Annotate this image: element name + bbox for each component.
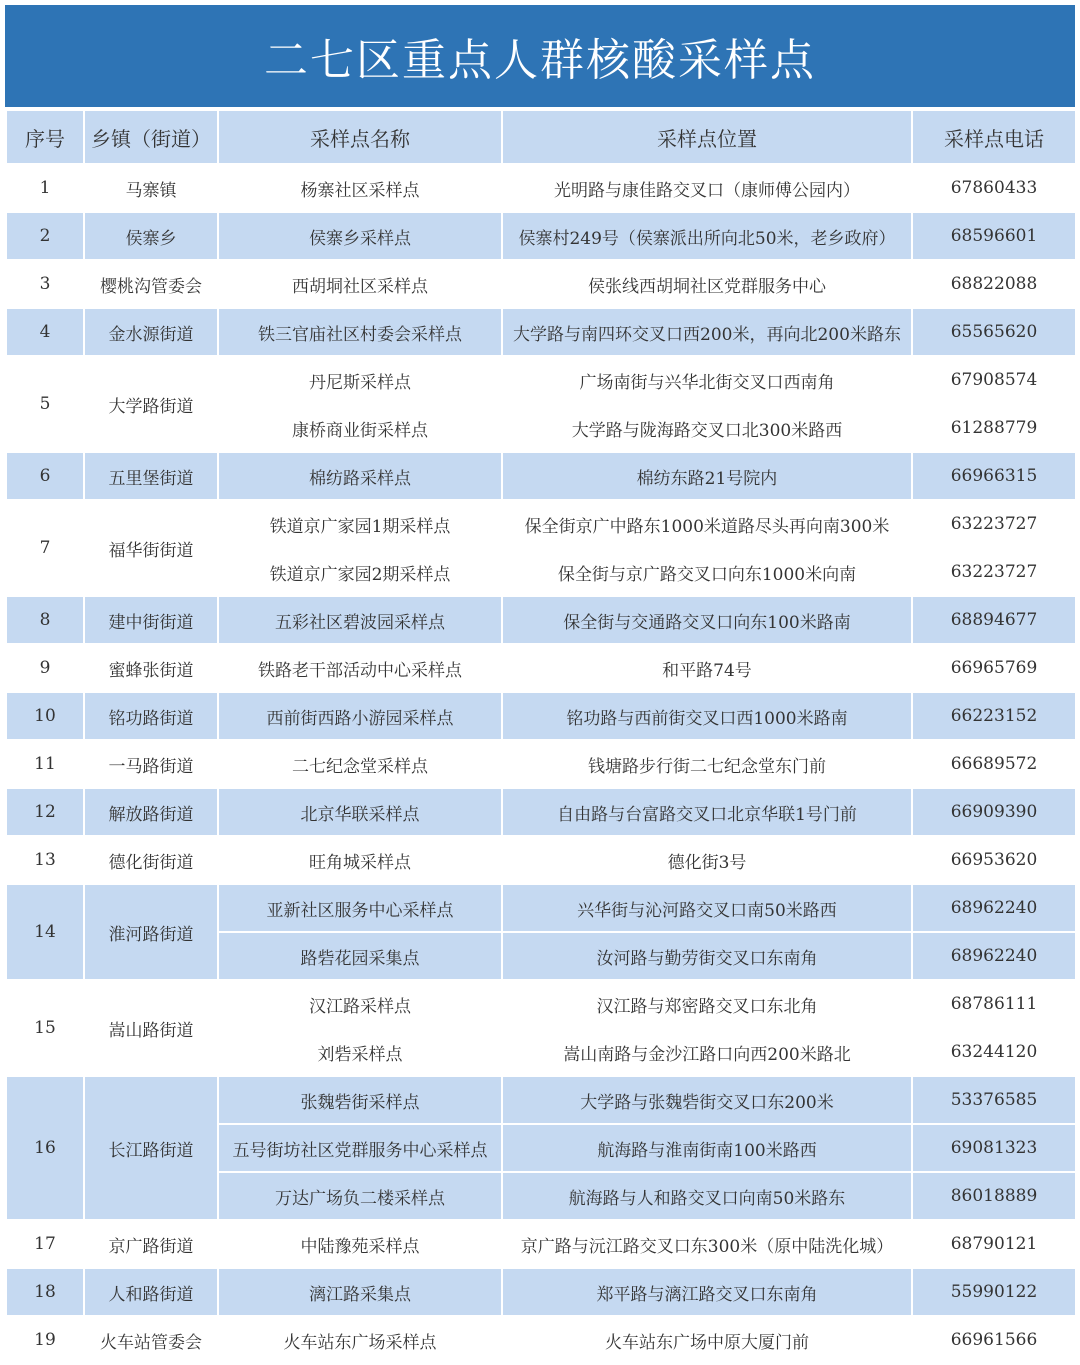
- cell-site-name: 刘砦采样点: [218, 1028, 502, 1076]
- cell-town: 淮河路街道: [84, 884, 218, 980]
- cell-town: 福华街街道: [84, 500, 218, 596]
- cell-town: 京广路街道: [84, 1220, 218, 1268]
- table-row: [6, 980, 1076, 1028]
- table-row: [6, 740, 1076, 788]
- cell-location: 火车站东广场中原大厦门前: [502, 1316, 912, 1364]
- cell-phone: 63223727: [912, 500, 1076, 548]
- cell-no: 8: [6, 596, 84, 644]
- table-row: [6, 788, 1076, 836]
- cell-location: 郑平路与漓江路交叉口东南角: [502, 1268, 912, 1316]
- cell-no: 16: [6, 1076, 84, 1220]
- table-row: [6, 260, 1076, 308]
- cell-town: 大学路街道: [84, 356, 218, 452]
- cell-phone: 86018889: [912, 1172, 1076, 1220]
- cell-site-name: 棉纺路采样点: [218, 452, 502, 500]
- cell-location: 汝河路与勤劳街交叉口东南角: [502, 932, 912, 980]
- cell-phone: 66966315: [912, 452, 1076, 500]
- cell-town: 铭功路街道: [84, 692, 218, 740]
- cell-no: 19: [6, 1316, 84, 1364]
- table-row: [6, 836, 1076, 884]
- cell-location: 航海路与淮南街南100米路西: [502, 1124, 912, 1172]
- table-row: [6, 1220, 1076, 1268]
- cell-phone: 66223152: [912, 692, 1076, 740]
- cell-phone: 66689572: [912, 740, 1076, 788]
- cell-town: 一马路街道: [84, 740, 218, 788]
- cell-location: 汉江路与郑密路交叉口东北角: [502, 980, 912, 1028]
- cell-phone: 66909390: [912, 788, 1076, 836]
- table-row: [6, 500, 1076, 548]
- cell-town: 金水源街道: [84, 308, 218, 356]
- cell-location: 保全街与京广路交叉口向东1000米向南: [502, 548, 912, 596]
- table-row: [6, 884, 1076, 932]
- cell-phone: 63244120: [912, 1028, 1076, 1076]
- cell-town: 五里堡街道: [84, 452, 218, 500]
- cell-no: 11: [6, 740, 84, 788]
- cell-no: 13: [6, 836, 84, 884]
- cell-site-name: 丹尼斯采样点: [218, 356, 502, 404]
- table-row: [6, 212, 1076, 260]
- column-header-location: 采样点位置: [502, 110, 912, 164]
- table-row: [6, 1076, 1076, 1124]
- cell-site-name: 杨寨社区采样点: [218, 164, 502, 212]
- cell-no: 18: [6, 1268, 84, 1316]
- cell-town: 建中街街道: [84, 596, 218, 644]
- column-header-site-name: 采样点名称: [218, 110, 502, 164]
- cell-phone: 67908574: [912, 356, 1076, 404]
- cell-phone: 68962240: [912, 932, 1076, 980]
- cell-no: 3: [6, 260, 84, 308]
- cell-location: 德化街3号: [502, 836, 912, 884]
- table-header-row: [6, 110, 1076, 164]
- cell-location: 大学路与张魏砦街交叉口东200米: [502, 1076, 912, 1124]
- table-row: [6, 452, 1076, 500]
- cell-phone: 53376585: [912, 1076, 1076, 1124]
- cell-site-name: 中陆豫苑采样点: [218, 1220, 502, 1268]
- cell-phone: 68962240: [912, 884, 1076, 932]
- cell-no: 4: [6, 308, 84, 356]
- cell-site-name: 路砦花园采集点: [218, 932, 502, 980]
- table-row: [6, 1268, 1076, 1316]
- cell-location: 大学路与南四环交叉口西200米，再向北200米路东: [502, 308, 912, 356]
- table-row: [6, 692, 1076, 740]
- cell-town: 火车站管委会: [84, 1316, 218, 1364]
- cell-site-name: 西胡垌社区采样点: [218, 260, 502, 308]
- cell-site-name: 康桥商业街采样点: [218, 404, 502, 452]
- cell-town: 侯寨乡: [84, 212, 218, 260]
- table-row: [6, 644, 1076, 692]
- cell-town: 解放路街道: [84, 788, 218, 836]
- cell-no: 7: [6, 500, 84, 596]
- cell-site-name: 铁道京广家园2期采样点: [218, 548, 502, 596]
- cell-town: 长江路街道: [84, 1076, 218, 1220]
- cell-no: 15: [6, 980, 84, 1076]
- cell-location: 铭功路与西前街交叉口西1000米路南: [502, 692, 912, 740]
- table-row: [6, 596, 1076, 644]
- cell-phone: 55990122: [912, 1268, 1076, 1316]
- table-row: [6, 164, 1076, 212]
- cell-town: 德化街街道: [84, 836, 218, 884]
- cell-location: 保全街与交通路交叉口向东100米路南: [502, 596, 912, 644]
- cell-site-name: 汉江路采样点: [218, 980, 502, 1028]
- cell-town: 蜜蜂张街道: [84, 644, 218, 692]
- cell-site-name: 旺角城采样点: [218, 836, 502, 884]
- cell-location: 侯寨村249号（侯寨派出所向北50米，老乡政府）: [502, 212, 912, 260]
- cell-site-name: 亚新社区服务中心采样点: [218, 884, 502, 932]
- cell-location: 京广路与沅江路交叉口东300米（原中陆洗化城）: [502, 1220, 912, 1268]
- cell-town: 嵩山路街道: [84, 980, 218, 1076]
- table-row: [6, 1316, 1076, 1364]
- cell-location: 嵩山南路与金沙江路口向西200米路北: [502, 1028, 912, 1076]
- cell-site-name: 北京华联采样点: [218, 788, 502, 836]
- cell-phone: 68894677: [912, 596, 1076, 644]
- cell-location: 广场南街与兴华北街交叉口西南角: [502, 356, 912, 404]
- cell-site-name: 漓江路采集点: [218, 1268, 502, 1316]
- cell-phone: 69081323: [912, 1124, 1076, 1172]
- cell-no: 17: [6, 1220, 84, 1268]
- cell-phone: 63223727: [912, 548, 1076, 596]
- cell-site-name: 铁路老干部活动中心采样点: [218, 644, 502, 692]
- cell-phone: 61288779: [912, 404, 1076, 452]
- cell-location: 侯张线西胡垌社区党群服务中心: [502, 260, 912, 308]
- cell-site-name: 二七纪念堂采样点: [218, 740, 502, 788]
- cell-phone: 66965769: [912, 644, 1076, 692]
- cell-town: 人和路街道: [84, 1268, 218, 1316]
- cell-phone: 68790121: [912, 1220, 1076, 1268]
- cell-town: 樱桃沟管委会: [84, 260, 218, 308]
- cell-location: 大学路与陇海路交叉口北300米路西: [502, 404, 912, 452]
- cell-location: 航海路与人和路交叉口向南50米路东: [502, 1172, 912, 1220]
- cell-site-name: 五号街坊社区党群服务中心采样点: [218, 1124, 502, 1172]
- cell-no: 9: [6, 644, 84, 692]
- cell-phone: 65565620: [912, 308, 1076, 356]
- cell-site-name: 西前街西路小游园采样点: [218, 692, 502, 740]
- cell-phone: 68786111: [912, 980, 1076, 1028]
- page-title: 二七区重点人群核酸采样点: [5, 5, 1075, 107]
- cell-no: 2: [6, 212, 84, 260]
- cell-location: 保全街京广中路东1000米道路尽头再向南300米: [502, 500, 912, 548]
- cell-phone: 67860433: [912, 164, 1076, 212]
- cell-town: 马寨镇: [84, 164, 218, 212]
- column-header-phone: 采样点电话: [912, 110, 1076, 164]
- table-row: [6, 308, 1076, 356]
- cell-location: 钱塘路步行街二七纪念堂东门前: [502, 740, 912, 788]
- cell-no: 14: [6, 884, 84, 980]
- cell-no: 5: [6, 356, 84, 452]
- cell-site-name: 张魏砦街采样点: [218, 1076, 502, 1124]
- cell-site-name: 万达广场负二楼采样点: [218, 1172, 502, 1220]
- cell-location: 自由路与台富路交叉口北京华联1号门前: [502, 788, 912, 836]
- cell-site-name: 火车站东广场采样点: [218, 1316, 502, 1364]
- cell-location: 兴华街与沁河路交叉口南50米路西: [502, 884, 912, 932]
- cell-phone: 68596601: [912, 212, 1076, 260]
- column-header-no: 序号: [6, 110, 84, 164]
- cell-phone: 66961566: [912, 1316, 1076, 1364]
- table-body: [6, 164, 1076, 1364]
- cell-phone: 68822088: [912, 260, 1076, 308]
- cell-no: 10: [6, 692, 84, 740]
- cell-site-name: 铁道京广家园1期采样点: [218, 500, 502, 548]
- cell-no: 12: [6, 788, 84, 836]
- cell-no: 1: [6, 164, 84, 212]
- cell-location: 和平路74号: [502, 644, 912, 692]
- cell-location: 棉纺东路21号院内: [502, 452, 912, 500]
- cell-no: 6: [6, 452, 84, 500]
- sampling-sites-table: [5, 109, 1077, 1365]
- cell-site-name: 铁三官庙社区村委会采样点: [218, 308, 502, 356]
- cell-location: 光明路与康佳路交叉口（康师傅公园内）: [502, 164, 912, 212]
- cell-phone: 66953620: [912, 836, 1076, 884]
- table-row: [6, 356, 1076, 404]
- cell-site-name: 侯寨乡采样点: [218, 212, 502, 260]
- column-header-town: 乡镇（街道）: [84, 110, 218, 164]
- cell-site-name: 五彩社区碧波园采样点: [218, 596, 502, 644]
